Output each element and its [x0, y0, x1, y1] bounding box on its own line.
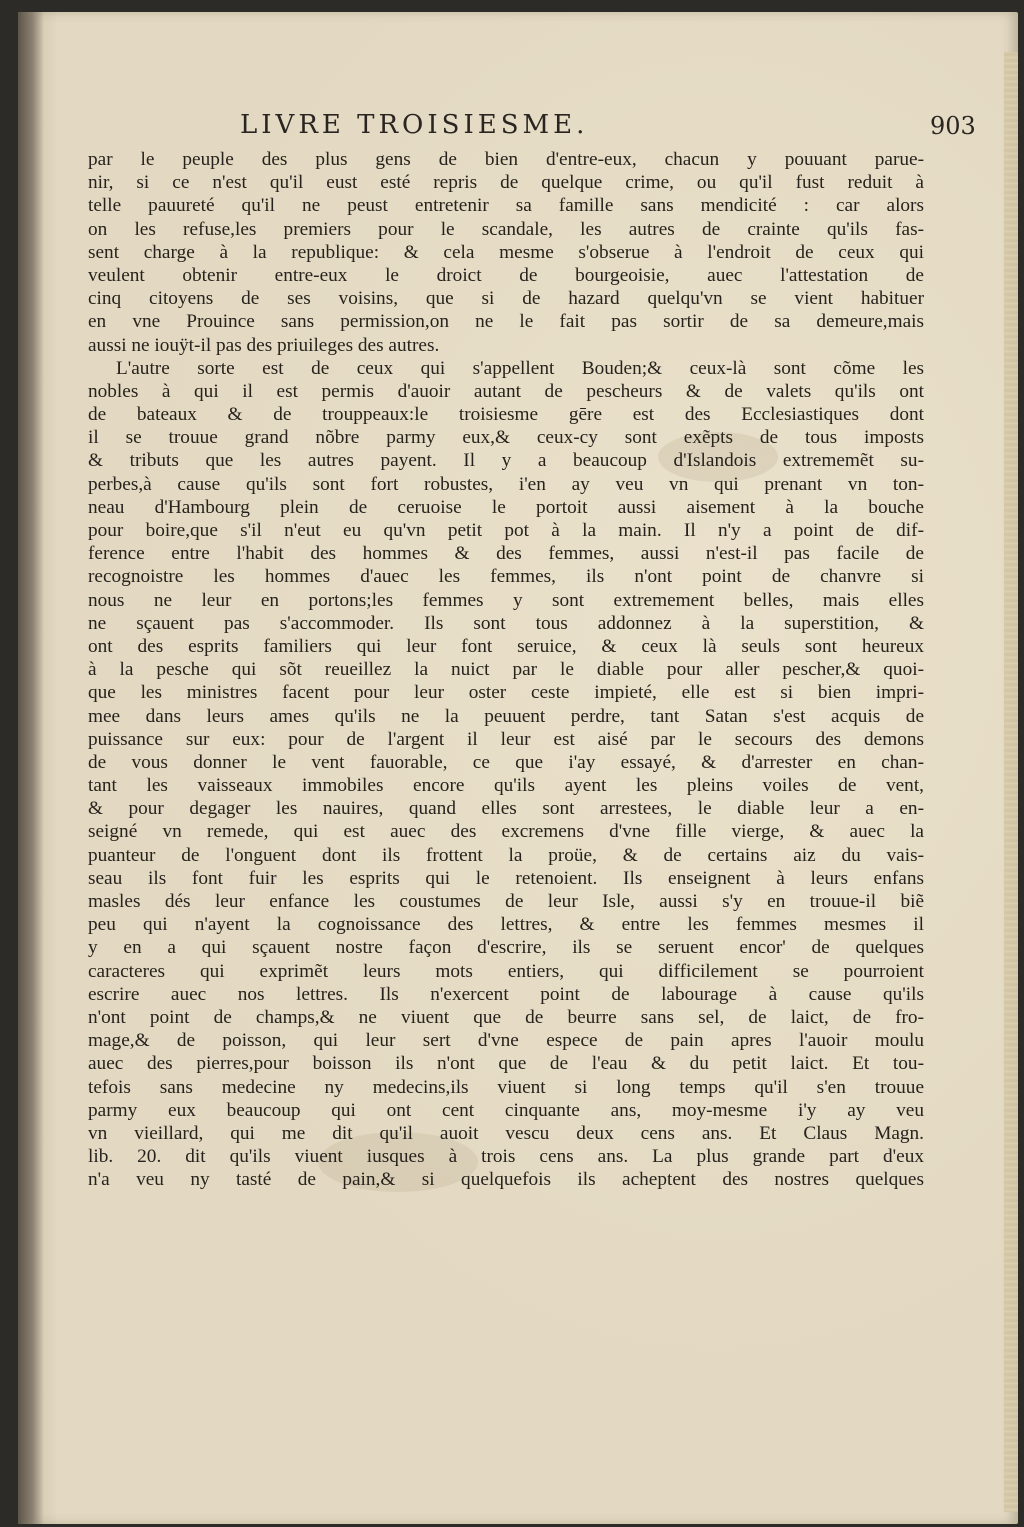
text-line: escrire auec nos lettres. Ils n'exercent point de labourage à cause qu'ils [88, 983, 924, 1005]
text-line: on les refuse,les premiers pour le scandale, les autres de crainte qu'ils fas- [88, 218, 924, 240]
text-line: caracteres qui exprimẽt leurs mots entiers, qui difficilement se pourroient [88, 960, 924, 982]
text-line: il se trouue grand nõbre parmy eux,& ceux-cy sont exẽpts de tous imposts [88, 427, 924, 449]
text-line: ne sçauent pas s'accommoder. Ils sont tous addonnez à la superstition, & [88, 612, 924, 634]
text-line: parmy eux beaucoup qui ont cent cinquante ans, moy-mesme i'y ay veu [88, 1099, 924, 1121]
text-line: ont des esprits familiers qui leur font seruice, & ceux là seuls sont heureux [88, 635, 924, 657]
text-line: masles dés leur enfance les coustumes de leur Isle, aussi s'y en trouue-il biẽ [88, 891, 924, 912]
text-line: aussi ne iouÿt-il pas des priuileges des autres. [88, 334, 440, 356]
text-line: vn vieillard, qui me dit qu'il auoit vescu deux cens ans. Et Claus Magn. [88, 1122, 924, 1144]
text-line: recognoistre les hommes d'auec les femmes, ils n'ont point de chanvre si [88, 566, 924, 588]
text-line: auec des pierres,pour boisson ils n'ont que de l'eau & du petit laict. Et tou- [88, 1053, 924, 1075]
text-line: & tributs que les autres payent. Il y a beaucoup d'Islandois extrememẽt su- [88, 450, 924, 472]
text-line: tefois sans medecine ny medecins,ils viuent si long temps qu'il s'en trouue [88, 1076, 924, 1098]
text-line: veulent obtenir entre-eux le droict de bourgeoisie, auec l'attestation de [88, 264, 924, 286]
text-line: neau d'Hambourg plein de ceruoise le portoit aussi aisement à la bouche [88, 496, 924, 518]
body-text [88, 148, 924, 1191]
text-line: pour boire,que s'il n'eut eu qu'vn petit pot à la main. Il n'y a point de dif- [88, 520, 924, 541]
text-line: mage,& de poisson, qui leur sert d'vne espece de pain apres l'auoir moulu [88, 1030, 924, 1052]
text-line: de vous donner le vent fauorable, ce que i'ay essayé, & d'arrester en chan- [88, 751, 924, 773]
text-line: n'ont point de champs,& ne viuent que de beurre sans sel, de laict, de fro- [88, 1006, 924, 1028]
text-line: par le peuple des plus gens de bien d'entre-eux, chacun y pouuant parue- [88, 149, 924, 170]
text-line: sent charge à la republique: & cela mesme s'obserue à l'endroit de ceux qui [88, 241, 924, 263]
text-line: y en a qui sçauent nostre façon d'escrire, ils se seruent encor' de quelques [88, 937, 924, 959]
page-edge [1004, 52, 1018, 1512]
text-line: nobles à qui il est permis d'auoir autant de pescheurs & de valets qu'ils ont [88, 380, 924, 402]
text-line: lib. 20. dit qu'ils viuent iusques à trois cens ans. La plus grande part d'eux [88, 1146, 924, 1168]
text-line: & pour degager les nauires, quand elles sont arrestees, le diable leur a en- [88, 798, 924, 820]
text-line: en vne Prouince sans permission,on ne le fait pas sortir de sa demeure,mais [88, 311, 924, 333]
text-line: perbes,à cause qu'ils sont fort robustes, i'en ay veu vn qui prenant vn ton- [88, 473, 924, 495]
binding-gutter [18, 12, 44, 1524]
text-line: que les ministres facent pour leur oster ceste impieté, elle est si bien impri- [88, 682, 924, 704]
text-line: nous ne leur en portons;les femmes y sont extremement belles, mais elles [88, 589, 924, 611]
text-line: mee dans leurs ames qu'ils ne la peuuent perdre, tant Satan s'est acquis de [88, 705, 924, 727]
text-line: seau ils font fuir les esprits qui le retenoient. Ils enseignent à leurs enfans [88, 867, 924, 889]
text-line: tant les vaisseaux immobiles encore qu'ils ayent les pleins voiles de vent, [88, 775, 924, 797]
text-line: à la pesche qui sõt reueillez la nuict par le diable pour aller pescher,& quoi- [88, 659, 924, 681]
text-line: puissance sur eux: pour de l'argent il leur est aisé par le secours des demons [88, 728, 924, 750]
text-line: telle pauureté qu'il ne peust entretenir sa famille sans mendicité : car alors [88, 195, 924, 217]
text-line: L'autre sorte est de ceux qui s'appellent Bouden;& ceux-là sont cõme les [116, 357, 924, 379]
text-line: nir, si ce n'est qu'il eust esté repris de quelque crime, ou qu'il fust reduit à [88, 172, 924, 194]
text-line: peu qui n'ayent la cognoissance des lettres, & entre les femmes mesmes il [88, 914, 924, 936]
text-line: ference entre l'habit des hommes & des femmes, aussi n'est-il pas facile de [88, 543, 924, 565]
text-line: puanteur de l'onguent dont ils frottent la proüe, & de certains aiz du vais- [88, 844, 924, 866]
page-number: 903 [930, 112, 976, 140]
text-line: seigné vn remede, qui est auec des excremens d'vne fille vierge, & auec la [88, 821, 924, 843]
text-line: cinq citoyens de ses voisins, que si de hazard quelqu'vn se vient habituer [88, 288, 924, 310]
running-title: LIVRE TROISIESME. [240, 110, 589, 140]
text-line: n'a veu ny tasté de pain,& si quelquefois ils acheptent des nostres quelques [88, 1169, 924, 1191]
text-line: de bateaux & de trouppeaux:le troisiesme gēre est des Ecclesiastiques dont [88, 404, 924, 426]
